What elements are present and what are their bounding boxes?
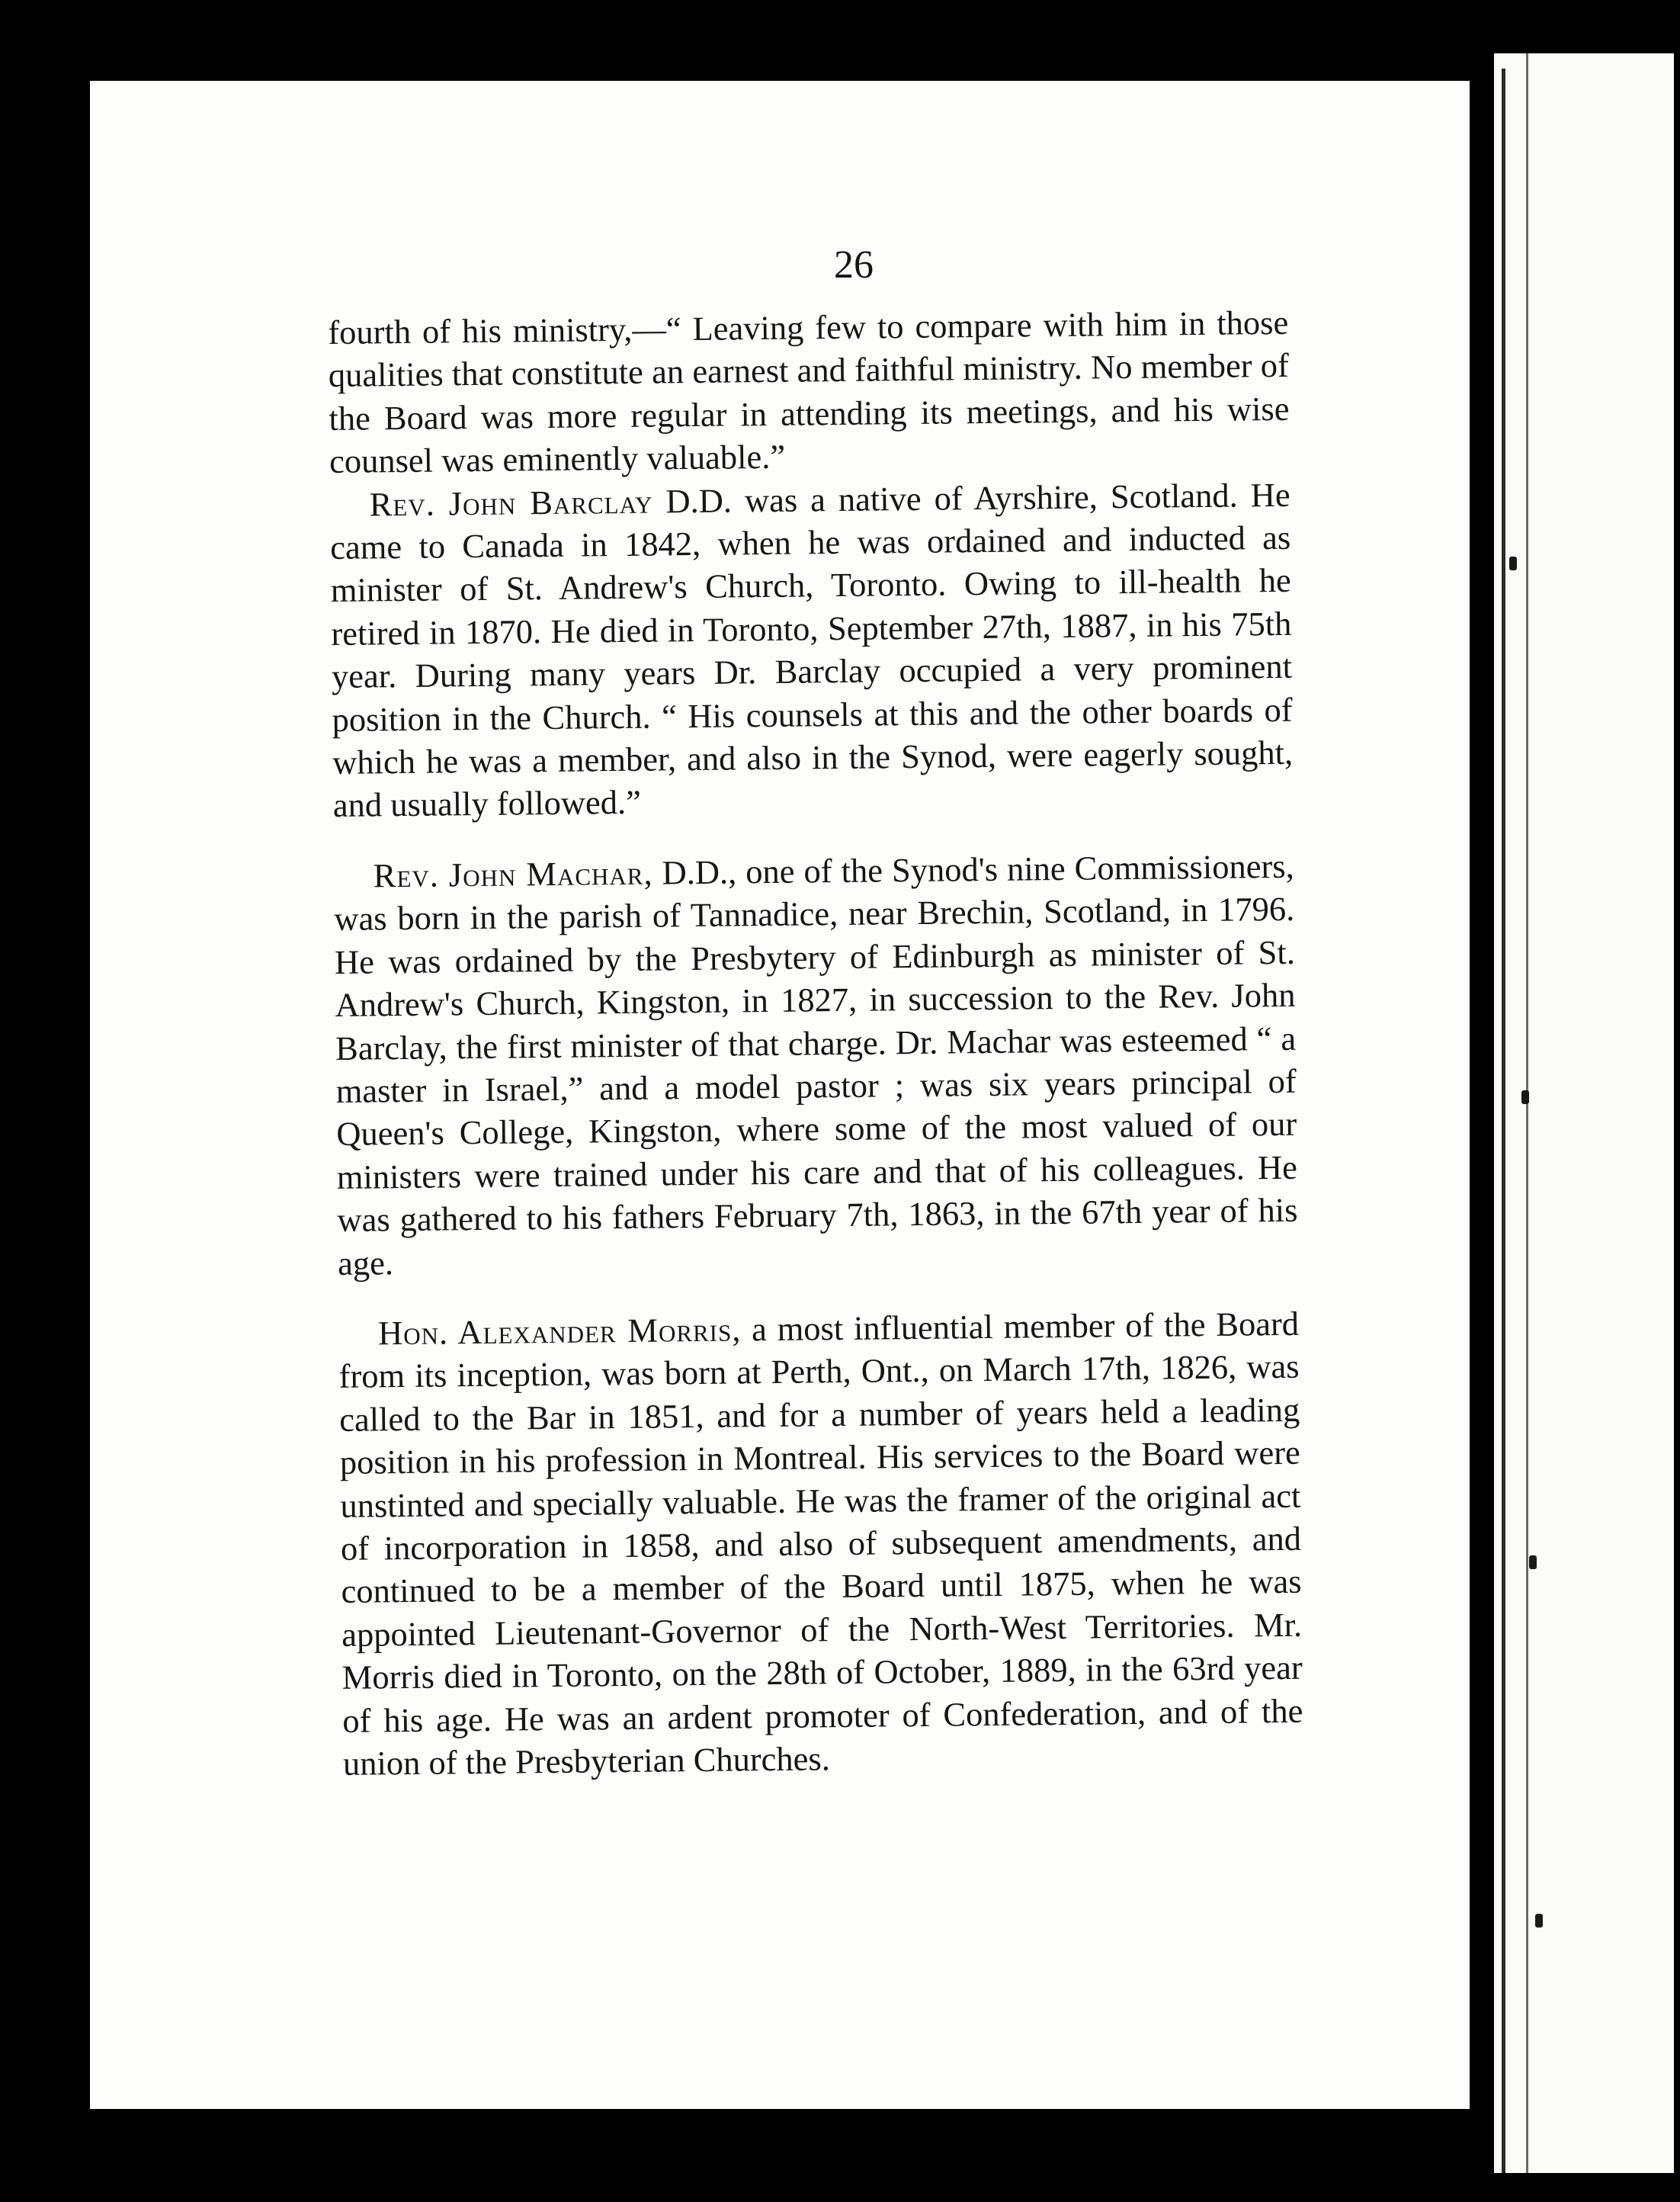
paragraph-lead-name: Hon. Alexander Morris,	[377, 1310, 742, 1353]
paragraph-text: D.D. was a native of Ayrshire, Scotland. He came to Canada in 1842, when he was ordained and inducted as minister of St. Andrew's Church, Toronto. Owing to ill-health he retired in 1870. He died in Toronto, September 27th, 1887, in his 75th year. During many years Dr. Barclay occupied a very prominent position in the Church. “ His counsels at this and the other boards of which he was a member, and also in the Synod, were eagerly sought, and usually followed.”	[329, 475, 1294, 825]
paragraph-continued	[328, 301, 1290, 483]
page-number: 26	[834, 243, 874, 287]
binding-mark	[1521, 1090, 1529, 1104]
facing-page-edge	[1494, 53, 1674, 2173]
binding-mark	[1529, 1555, 1537, 1569]
paragraph-text: a most influential member of the Board from its inception, was born at Perth, Ont., on March 17th, 1826, was called to the Bar in 1851, and for a number of years held a leading position in his profession in Montreal. His services to the Board were unstinted and specially valuable. He was the framer of the original act of incorporation in 1858, and also of subsequent amendments, and continued to be a member of the Board until 1875, when he was appointed Lieutenant-Governor of the North-West Territories. Mr. Morris died in Toronto, on the 28th of October, 1889, in the 63rd year of his age. He was an ardent promoter of Confederation, and of the union of the Presbyterian Churches.	[338, 1304, 1303, 1783]
binding-mark	[1535, 1914, 1543, 1928]
page-fold-line	[1526, 53, 1528, 2173]
page-fold-line	[1502, 69, 1505, 2173]
paragraph-machar	[333, 845, 1298, 1285]
paragraph-barclay	[329, 473, 1294, 827]
paragraph-lead-name: Rev. John Machar,	[373, 853, 653, 895]
binding-mark	[1509, 557, 1517, 570]
paragraph-morris	[338, 1302, 1303, 1786]
paragraph-text: D.D., one of the Synod's nine Commissioners, was born in the parish of Tannadice, near Brechin, Scotland, in 1796. He was ordained by the Presbytery of Edinburgh as minister of St. Andrew's Church, Kingston, in 1827, in succession to the Rev. John Barclay, the first minister of that charge. Dr. Machar was esteemed “ a master in Israel,” and a model pastor ; was six years principal of Queen's College, Kingston, where some of the most valued of our ministers were trained under his care and that of his colleagues. He was gathered to his fathers February 7th, 1863, in the 67th year of his age.	[334, 846, 1298, 1282]
body-text	[328, 301, 1303, 1785]
paragraph-lead-name: Rev. John Barclay	[369, 482, 653, 524]
paragraph-text: fourth of his ministry,—“ Leaving few to compare with him in those qualities that constitute an earnest and faithful ministry. No member of the Board was more regular in attending its meetings, and his wise counsel was eminently valuable.”	[328, 303, 1290, 481]
